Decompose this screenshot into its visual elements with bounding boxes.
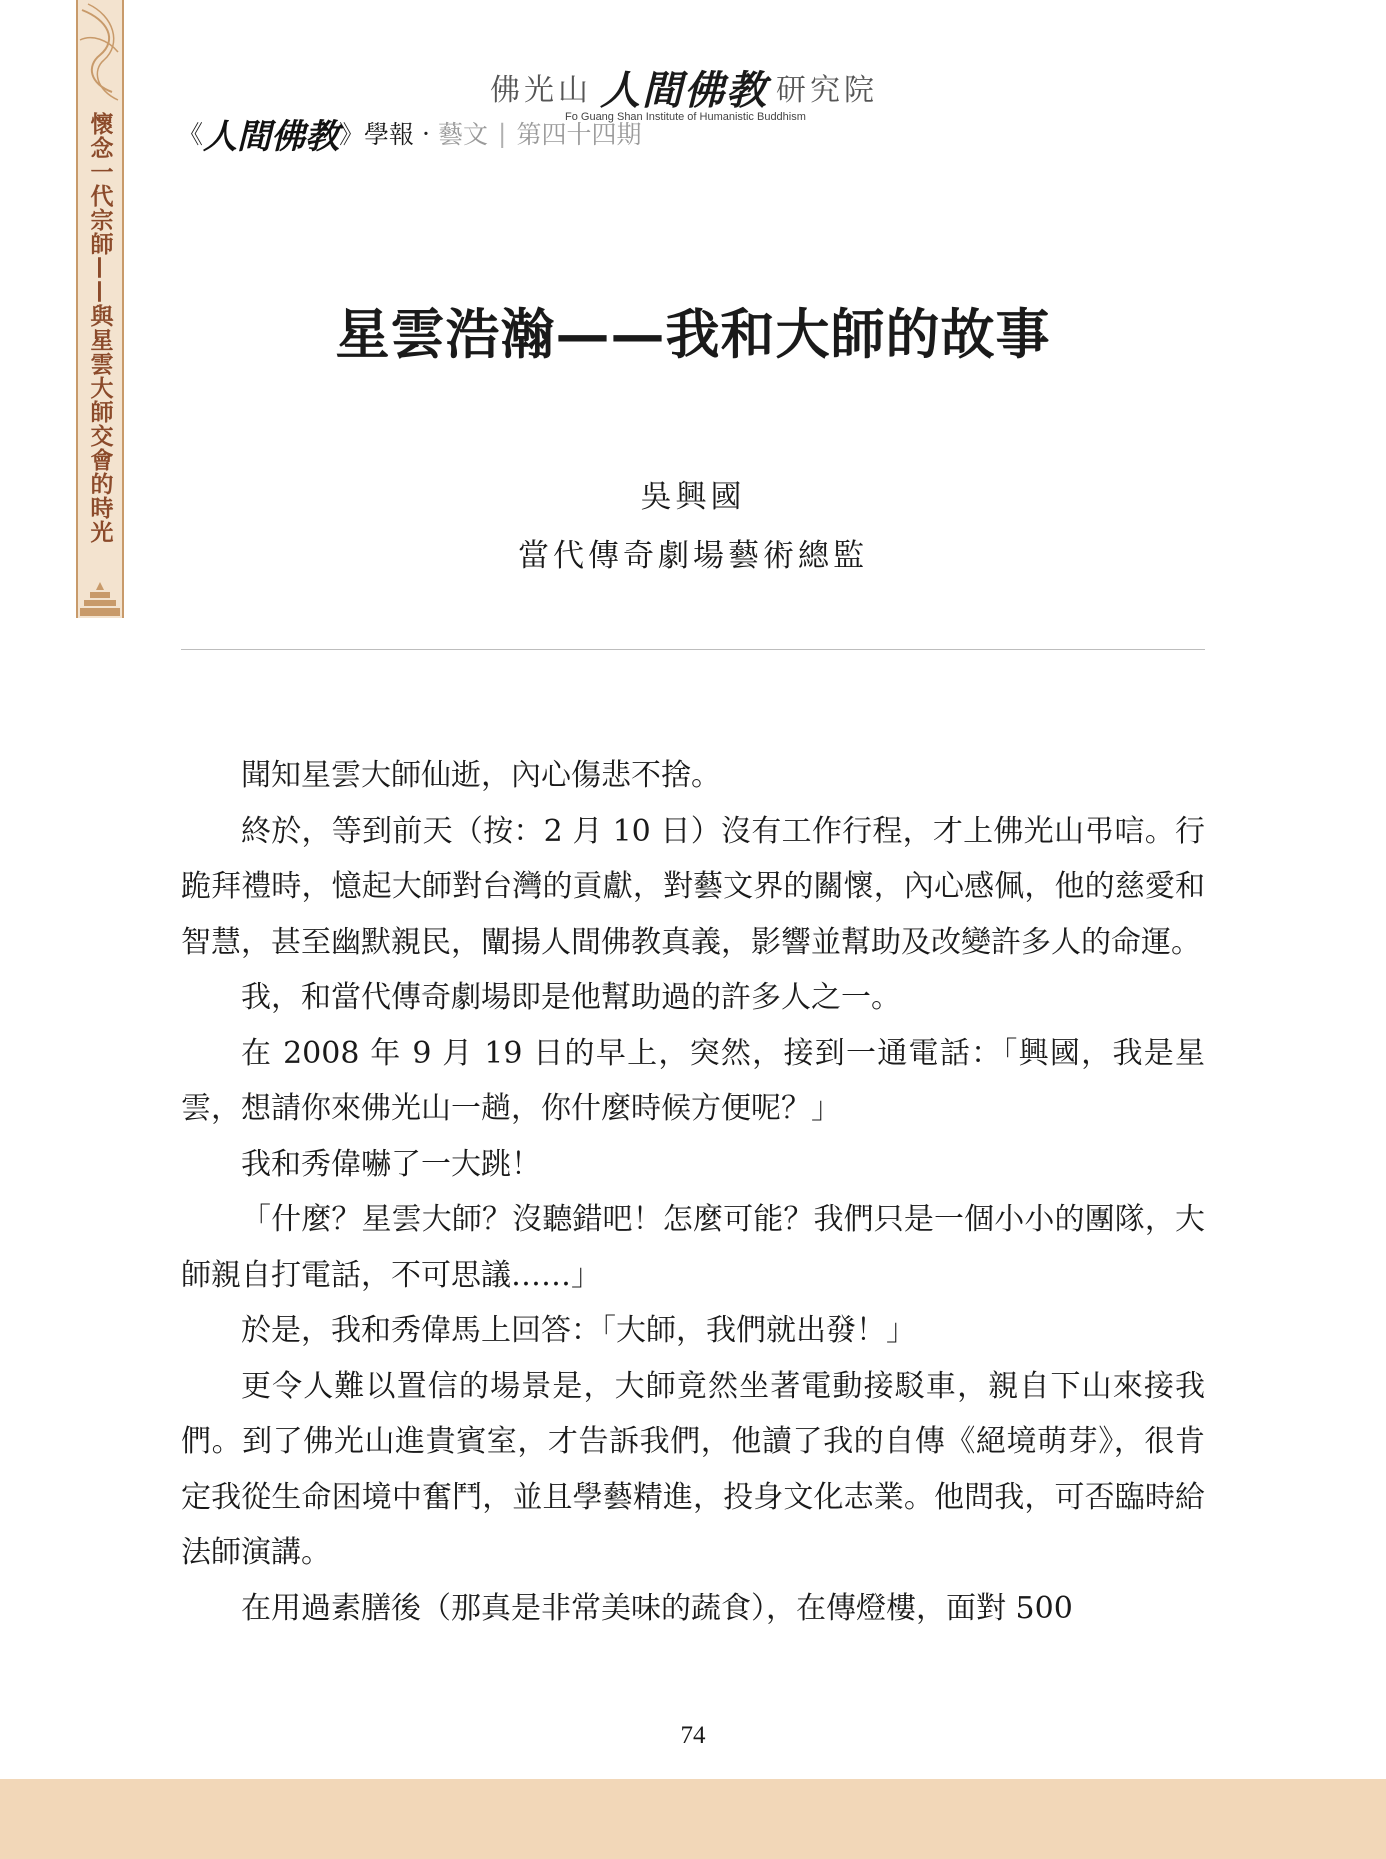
journal-close: 》學報 (339, 120, 415, 149)
institute-brand: 人間佛教 (600, 66, 768, 114)
author-affiliation: 當代傳奇劇場藝術總監 (518, 538, 868, 574)
side-tab-dash: —— (87, 256, 113, 304)
article-author: 吳興國 (640, 479, 746, 515)
article-title: 星雲浩瀚——我和大師的故事 (335, 302, 1051, 366)
institute-logo (490, 62, 878, 112)
institute-name-post: 研究院 (776, 73, 878, 108)
swirl-ornament-icon (78, 0, 122, 110)
paragraph: 我，和當代傳奇劇場即是他幫助過的許多人之一。 (241, 980, 901, 1015)
footer-band (0, 1779, 1386, 1859)
side-tab-text-1: 懷念一代宗師 (86, 112, 113, 256)
paragraph: 於是，我和秀偉馬上回答：「大師，我們就出發！」 (241, 1313, 916, 1348)
journal-separator: | (498, 118, 507, 148)
lotus-ornament-icon (78, 578, 122, 618)
institute-name-pre: 佛光山 (490, 73, 592, 108)
journal-dot: · (422, 118, 430, 148)
institute-english-name: Fo Guang Shan Institute of Humanistic Buddhism (565, 111, 806, 123)
journal-issue: 第四十四期 (516, 120, 642, 149)
paragraph: 在用過素膳後（那真是非常美味的蔬食），在傳燈樓，面對 500 (241, 1590, 1073, 1626)
article-body (181, 748, 1205, 1636)
paragraph: 我和秀偉嚇了一大跳！ (241, 1146, 541, 1182)
paragraph: 在 2008 年 9 月 19 日的早上，突然，接到一通電話：「興國，我是星雲，想請你來佛光山一趟，你什麼時候方便呢？」 (181, 1035, 1205, 1126)
journal-section: 藝文 (437, 120, 488, 149)
paragraph: 更令人難以置信的場景是，大師竟然坐著電動接駁車，親自下山來接我們。到了佛光山進貴賓室，才告訴我們，他讀了我的自傳《絕境萌芽》，很肯定我從生命困境中奮鬥，並且學藝精進，投身文化志業。他問我，可否臨時給法師演講。 (181, 1368, 1205, 1570)
journal-open: 《 (178, 120, 204, 149)
paragraph: 終於，等到前天（按：2 月 10 日）沒有工作行程，才上佛光山弔唁。行跪拜禮時，憶起大師對台灣的貢獻，對藝文界的關懷，內心感佩，他的慈愛和智慧，甚至幽默親民，闡揚人間佛教真義，影響並幫助及改變許多人的命運。 (181, 813, 1205, 960)
paragraph: 「什麼？星雲大師？沒聽錯吧！怎麼可能？我們只是一個小小的團隊，大師親自打電話，不可思議……」 (181, 1202, 1205, 1293)
side-tab-text-2: 與星雲大師交會的時光 (86, 304, 113, 544)
journal-header (178, 113, 642, 157)
paragraph: 聞知星雲大師仙逝，內心傷悲不捨。 (241, 758, 721, 793)
divider (181, 649, 1205, 650)
page-number: 74 (680, 1722, 706, 1749)
journal-brand: 人間佛教 (203, 116, 340, 157)
